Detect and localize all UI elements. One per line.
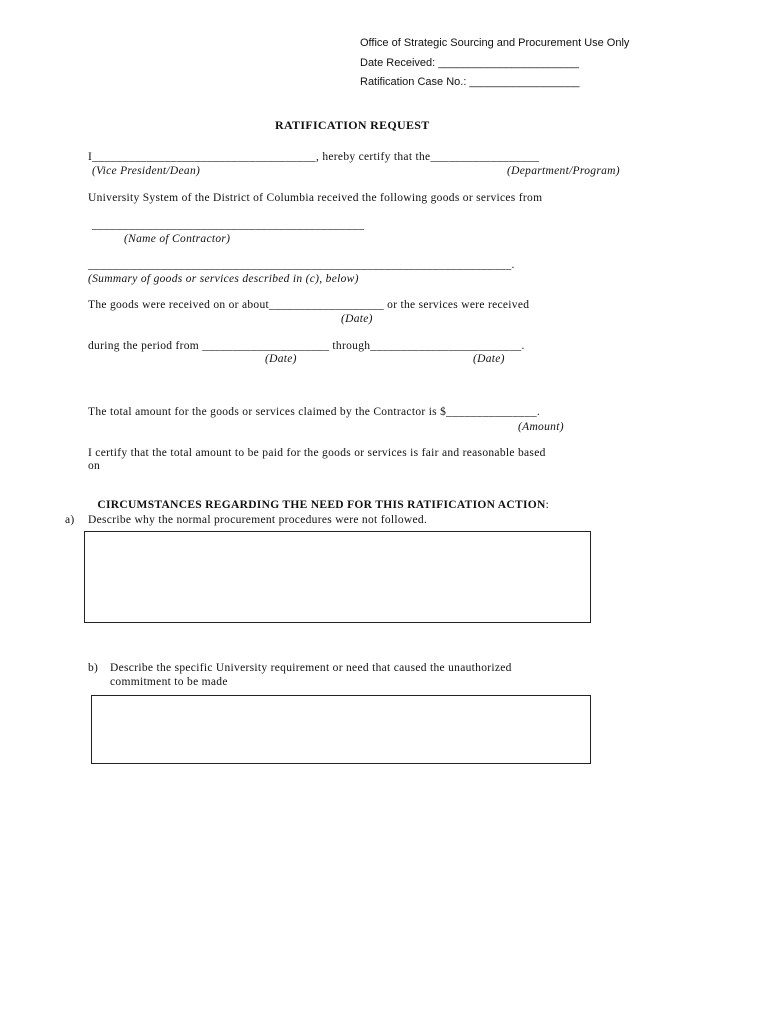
item-a-text: Describe why the normal procurement procedures were not followed. [88,514,428,526]
item-a-marker: a) [65,514,75,526]
item-a-text-box[interactable] [84,531,591,623]
date-received-field[interactable]: Date Received: _______________________ [360,57,579,69]
item-b-text-box[interactable] [91,695,591,764]
period-through-date-label: (Date) [473,353,505,365]
department-program-label: (Department/Program) [507,165,620,177]
certify-line[interactable]: I_____________________________________, hereby certify that the__________________ [88,151,540,163]
received-date-label: (Date) [341,313,373,325]
period-from-date-label: (Date) [265,353,297,365]
university-line: University System of the District of Columbia received the following goods or services from [88,192,543,204]
certify-fair-line-cont: on [88,460,101,472]
form-heading: RATIFICATION REQUEST [275,118,430,132]
amount-line[interactable]: The total amount for the goods or services claimed by the Contractor is $_______________. [88,406,541,418]
amount-label: (Amount) [518,421,564,433]
period-line[interactable]: during the period from _____________________ through_________________________. [88,340,525,352]
received-date-line[interactable]: The goods were received on or about___________________ or the services were received [88,299,530,311]
contractor-name-label: (Name of Contractor) [124,233,231,245]
contractor-name-field[interactable]: _____________________________________________ [92,219,365,231]
item-b-text: Describe the specific University requirement or need that caused the unauthorized [110,662,512,674]
item-b-text-cont: commitment to be made [110,676,228,688]
vp-dean-label: (Vice President/Dean) [92,165,201,177]
item-b-marker: b) [88,662,99,674]
certify-fair-line: I certify that the total amount to be paid for the goods or services is fair and reasonable based [88,447,546,459]
office-use-title: Office of Strategic Sourcing and Procurement Use Only [360,37,630,49]
summary-label: (Summary of goods or services described in (c), below) [88,273,359,285]
summary-field[interactable]: ______________________________________________________________________. [88,259,515,271]
circumstances-heading: CIRCUMSTANCES REGARDING THE NEED FOR THIS RATIFICATION ACTION: [97,499,550,511]
ratification-case-no-field[interactable]: Ratification Case No.: __________________ [360,76,580,88]
